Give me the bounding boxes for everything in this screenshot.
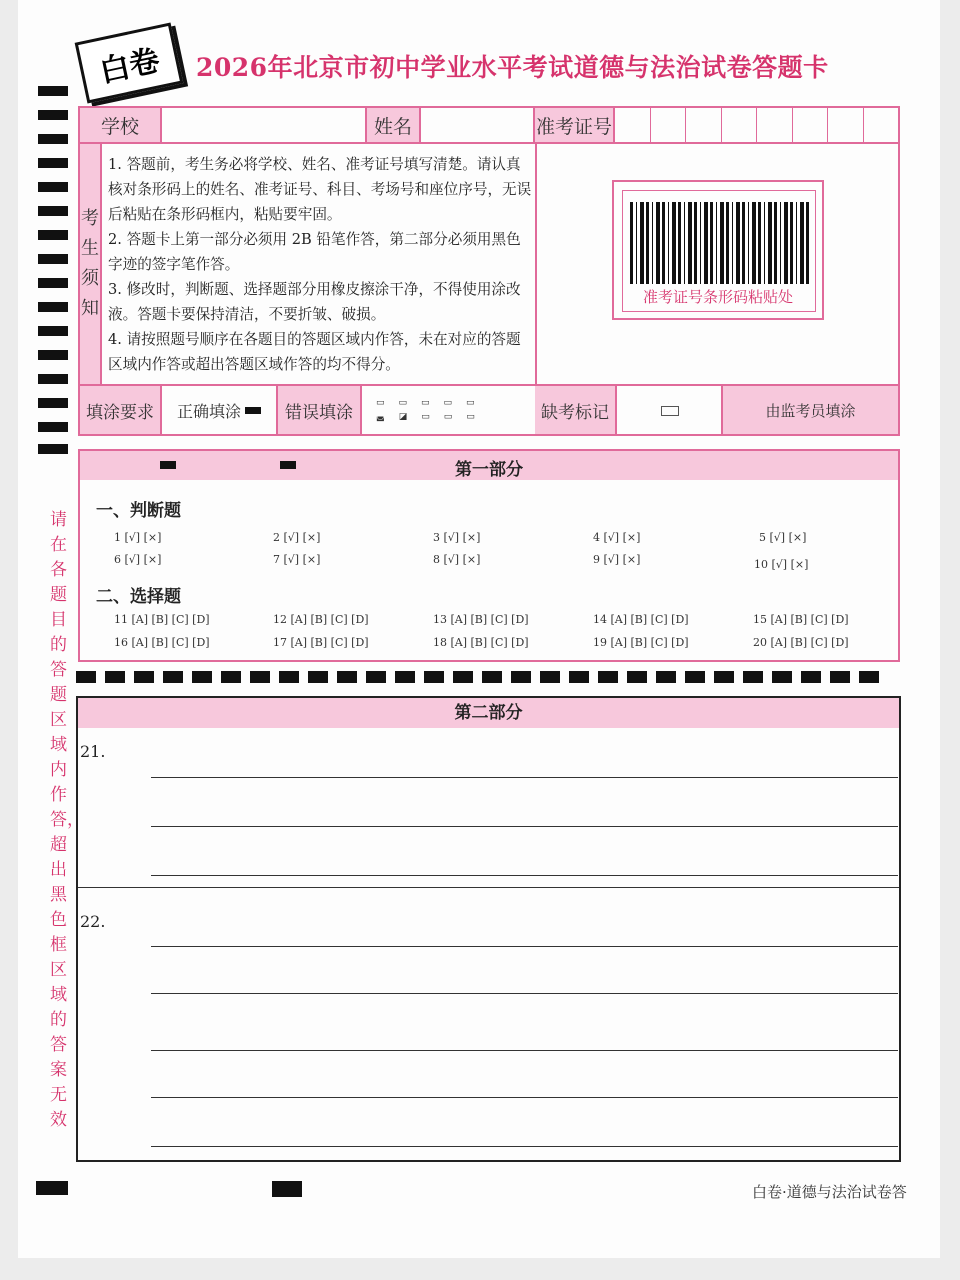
question-22-number: 22. [80,912,106,931]
tf-question-9[interactable]: 9 [√] [×] [593,553,641,566]
notice-item-1: 1. 答题前，考生务必将学校、姓名、准考证号填写清楚。请认真核对条形码上的姓名、准考证号、科目、考场号和座位序号，无误后粘贴在条形码框内，粘贴要牢固。 [108,156,532,223]
absent-mark-box[interactable] [617,386,723,434]
answer-line[interactable] [151,1050,898,1051]
answer-line[interactable] [151,875,898,876]
proctor-fill-label: 由监考员填涂 [723,386,898,434]
name-field[interactable] [421,108,535,142]
mc-question-12[interactable]: 12 [A] [B] [C] [D] [273,613,369,626]
tf-question-5[interactable]: 5 [√] [×] [759,531,807,544]
part1-header [80,451,898,480]
timing-strip [76,671,898,685]
school-label: 学校 [80,108,162,142]
notice-item-2: 2. 答题卡上第一部分必须用 2B 铅笔作答，第二部分必须用黑色字迹的签字笔作答。 [108,231,521,273]
mc-question-19[interactable]: 19 [A] [B] [C] [D] [593,636,689,649]
fill-requirement-label: 填涂要求 [80,386,162,434]
answer-line[interactable] [151,1097,898,1098]
answer-line[interactable] [151,1146,898,1147]
filled-mark-icon [245,407,261,414]
notice-item-4: 4. 请按照题号顺序在各题目的答题区域内作答，未在对应的答题区域内作答或超出答题区域作答的均不得分。 [108,331,521,373]
divider [535,144,537,384]
answer-line[interactable] [151,993,898,994]
tf-question-2[interactable]: 2 [√] [×] [273,531,321,544]
answer-line[interactable] [151,777,898,778]
barcode-icon [630,202,810,284]
mc-question-15[interactable]: 15 [A] [B] [C] [D] [753,613,849,626]
sheet-title: 2026年北京市初中学业水平考试道德与法治试卷答题卡 [196,53,829,82]
timing-mark [272,1181,302,1197]
question-21-number: 21. [80,742,106,761]
wrong-fill-label: 错误填涂 [278,386,362,434]
mc-question-13[interactable]: 13 [A] [B] [C] [D] [433,613,529,626]
true-false-heading: 一、判断题 [96,501,181,521]
part1-title: 第一部分 [455,460,523,480]
notice-list [108,152,533,382]
tf-question-1[interactable]: 1 [√] [×] [114,531,162,544]
mc-question-17[interactable]: 17 [A] [B] [C] [D] [273,636,369,649]
ticket-label: 准考证号 [535,108,615,142]
part1-box [78,449,900,662]
barcode-label: 准考证号条形码粘贴处 [642,288,793,306]
timing-mark [36,1181,68,1195]
divider [80,142,898,144]
barcode-area [612,180,824,320]
mc-question-18[interactable]: 18 [A] [B] [C] [D] [433,636,529,649]
answer-line[interactable] [151,946,898,947]
name-label: 姓名 [367,108,421,142]
notice-label: 考生须知 [80,144,102,384]
footer-label: 白卷·道德与法治试卷答 [752,1183,907,1201]
part2-title: 第二部分 [78,698,899,728]
tf-question-6[interactable]: 6 [√] [×] [114,553,162,566]
answer-line[interactable] [151,826,898,827]
ticket-number-boxes[interactable] [615,108,898,142]
absent-mark-label: 缺考标记 [535,386,617,434]
mc-question-11[interactable]: 11 [A] [B] [C] [D] [114,613,210,626]
correct-fill-example [162,386,278,434]
correct-fill-label: 正确填涂 [176,401,241,421]
tf-question-3[interactable]: 3 [√] [×] [433,531,481,544]
side-warning-note: 请在各题目的答题区域内作答，超出黑色框区域的答案无效 [50,510,84,1130]
notice-item-3: 3. 修改时，判断题、选择题部分用橡皮擦涂干净，不得使用涂改液。答题卡要保持清洁，不要折皱、破损。 [108,281,521,323]
tf-question-4[interactable]: 4 [√] [×] [593,531,641,544]
absent-checkbox-icon [661,406,679,416]
school-field[interactable] [162,108,367,142]
part2-box [76,696,901,1162]
mc-question-14[interactable]: 14 [A] [B] [C] [D] [593,613,689,626]
blank-paper-stamp: 白卷 [75,22,184,103]
tf-question-10[interactable]: 10 [√] [×] [754,558,809,571]
multiple-choice-heading: 二、选择题 [96,587,181,607]
tf-question-8[interactable]: 8 [√] [×] [433,553,481,566]
question-divider [78,887,899,888]
wrong-fill-examples-icon: ▭▭▭▭▭ ◛◪▭▭▭ [376,398,489,422]
mc-question-20[interactable]: 20 [A] [B] [C] [D] [753,636,849,649]
mc-question-16[interactable]: 16 [A] [B] [C] [D] [114,636,210,649]
tf-question-7[interactable]: 7 [√] [×] [273,553,321,566]
